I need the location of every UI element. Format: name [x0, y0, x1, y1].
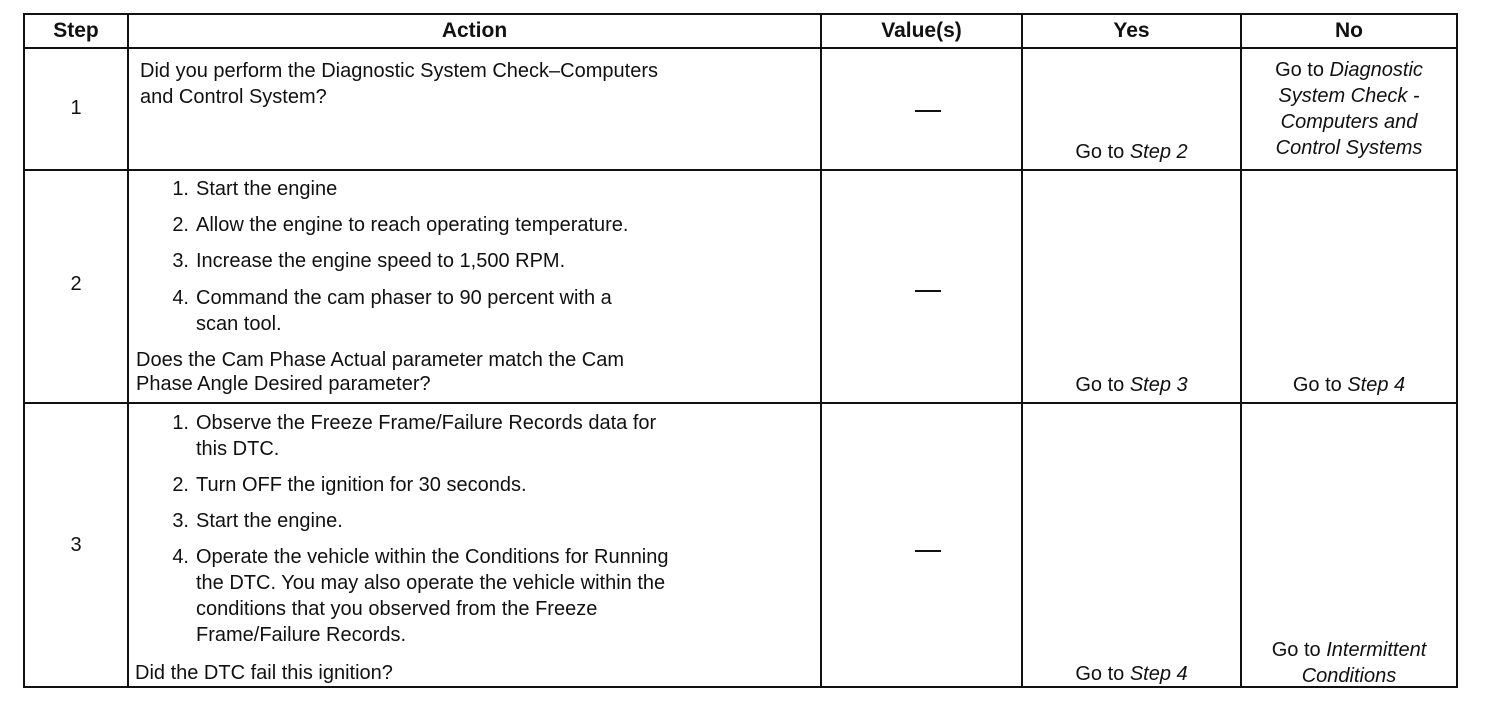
yes-goto [1023, 372, 1240, 398]
value-dash [915, 110, 941, 112]
goto-prefix: Go to [1292, 374, 1342, 396]
item-number: 4. [172, 287, 189, 309]
item-text: Start the engine [196, 178, 338, 200]
item-text: Turn OFF the ignition for 30 seconds. [196, 474, 527, 496]
row-divider [25, 402, 1456, 404]
goto-target: Step 2 [1129, 141, 1188, 163]
action-question-line: Did you perform the Diagnostic System Check–Computers [140, 60, 658, 82]
diagnostic-table [23, 13, 1458, 688]
no-goto [1242, 57, 1456, 161]
value-dash [915, 550, 941, 552]
row-divider [25, 169, 1456, 171]
item-number: 1. [172, 412, 189, 434]
item-text: this DTC. [196, 438, 280, 460]
item-text: Start the engine. [196, 510, 343, 532]
goto-target: Step 4 [1347, 374, 1406, 396]
goto-prefix: Go to [1275, 59, 1324, 81]
step-number: 1 [70, 97, 82, 119]
step-number: 2 [70, 273, 82, 295]
goto-target: System Check - [1278, 85, 1420, 107]
step-number: 3 [70, 534, 82, 556]
item-number: 3. [172, 250, 189, 272]
item-text: the DTC. You may also operate the vehicle within the [196, 572, 666, 594]
item-text: scan tool. [196, 313, 282, 335]
item-text: Increase the engine speed to 1,500 RPM. [196, 250, 566, 272]
goto-target: Computers and [1280, 111, 1418, 133]
goto-target: Diagnostic [1329, 59, 1423, 81]
column-divider [820, 15, 822, 686]
header-action: Action [441, 19, 508, 42]
item-text: Command the cam phaser to 90 percent with a [196, 287, 612, 309]
item-text: Observe the Freeze Frame/Failure Records data for [196, 412, 657, 434]
item-number: 2. [172, 474, 189, 496]
goto-target: Step 3 [1129, 374, 1188, 396]
column-divider [1021, 15, 1023, 686]
item-number: 3. [172, 510, 189, 532]
goto-target: Control Systems [1275, 137, 1423, 159]
value-dash [915, 290, 941, 292]
goto-prefix: Go to [1075, 663, 1125, 685]
item-number: 4. [172, 546, 189, 568]
yes-goto [1023, 139, 1240, 165]
action-question-line: Does the Cam Phase Actual parameter match the Cam [136, 349, 625, 371]
header-values: Value(s) [881, 19, 962, 42]
no-goto [1242, 637, 1456, 689]
goto-target: Conditions [1301, 665, 1397, 687]
goto-prefix: Go to [1075, 141, 1125, 163]
goto-prefix: Go to [1075, 374, 1125, 396]
yes-goto [1023, 661, 1240, 687]
action-question: Did the DTC fail this ignition? [135, 662, 393, 684]
header-yes: Yes [1113, 19, 1150, 42]
goto-target: Intermittent [1326, 639, 1427, 661]
header-step: Step [53, 19, 99, 42]
item-text: conditions that you observed from the Freeze [196, 598, 598, 620]
goto-target: Step 4 [1129, 663, 1188, 685]
goto-prefix: Go to [1271, 639, 1321, 661]
action-question-line: and Control System? [140, 86, 327, 108]
item-number: 2. [172, 214, 189, 236]
action-question-line: Phase Angle Desired parameter? [136, 373, 431, 395]
item-text: Allow the engine to reach operating temperature. [196, 214, 629, 236]
item-number: 1. [172, 178, 189, 200]
header-no: No [1335, 19, 1363, 42]
item-text: Frame/Failure Records. [196, 624, 407, 646]
item-text: Operate the vehicle within the Conditions for Running [196, 546, 669, 568]
column-divider [127, 15, 129, 686]
no-goto [1242, 372, 1456, 398]
